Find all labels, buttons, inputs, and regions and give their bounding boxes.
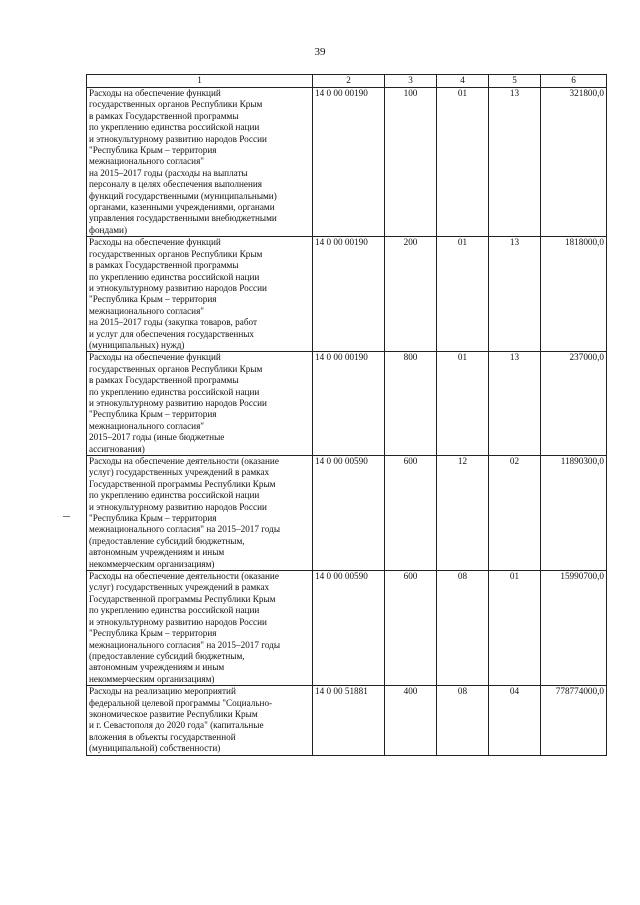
expense-type-code: 800 bbox=[385, 352, 437, 456]
budget-table bbox=[86, 74, 607, 756]
amount: 15990700,0 bbox=[541, 571, 607, 686]
row-description: Расходы на обеспечение деятельности (оказание услуг) государственных учреждений в рамках Государственной программы Республики Крым по укреплению единства российской нации и этнокультурному развитию народов России "Республика Крым – территория межнационального согласия" на 2015–2017 годы (предоставление субсидий бюджетным, автономным учреждениям и иным некоммерческим организациям) bbox=[87, 456, 313, 571]
margin-mark bbox=[63, 516, 70, 517]
section-code: 08 bbox=[437, 571, 489, 686]
section-code: 08 bbox=[437, 686, 489, 755]
table-row bbox=[87, 456, 607, 571]
subsection-code: 04 bbox=[489, 686, 541, 755]
row-description: Расходы на обеспечение функций государственных органов Республики Крым в рамках Государственной программы по укреплению единства российской нации и этнокультурному развитию народов России "Республика Крым – территория межнационального согласия" на 2015–2017 годы (закупка товаров, работ и услуг для обеспечения государственных (муниципальных) нужд) bbox=[87, 237, 313, 352]
amount: 778774000,0 bbox=[541, 686, 607, 755]
expense-type-code: 600 bbox=[385, 456, 437, 571]
subsection-code: 13 bbox=[489, 88, 541, 237]
column-header: 1 bbox=[87, 75, 313, 88]
page-number: 39 bbox=[314, 46, 326, 58]
subsection-code: 01 bbox=[489, 571, 541, 686]
amount: 321800,0 bbox=[541, 88, 607, 237]
target-item-code: 14 0 00 00190 bbox=[313, 352, 385, 456]
row-description: Расходы на реализацию мероприятий федеральной целевой программы "Социально- экономическое развитие Республики Крым и г. Севастополя до 2020 года" (капитальные вложения в объекты государственной (муниципальной) собственности) bbox=[87, 686, 313, 755]
row-description: Расходы на обеспечение деятельности (оказание услуг) государственных учреждений в рамках Государственной программы Республики Крым по укреплению единства российской нации и этнокультурному развитию народов России "Республика Крым – территория межнационального согласия" на 2015–2017 годы (предоставление субсидий бюджетным, автономным учреждениям и иным некоммерческим организациям) bbox=[87, 571, 313, 686]
expense-type-code: 400 bbox=[385, 686, 437, 755]
column-header: 6 bbox=[541, 75, 607, 88]
expense-type-code: 600 bbox=[385, 571, 437, 686]
section-code: 01 bbox=[437, 352, 489, 456]
target-item-code: 14 0 00 00590 bbox=[313, 456, 385, 571]
expense-type-code: 100 bbox=[385, 88, 437, 237]
column-header: 5 bbox=[489, 75, 541, 88]
table-row bbox=[87, 237, 607, 352]
section-code: 01 bbox=[437, 237, 489, 352]
amount: 11890300,0 bbox=[541, 456, 607, 571]
section-code: 01 bbox=[437, 88, 489, 237]
column-header: 2 bbox=[313, 75, 385, 88]
subsection-code: 13 bbox=[489, 352, 541, 456]
table-row bbox=[87, 686, 607, 755]
subsection-code: 13 bbox=[489, 237, 541, 352]
target-item-code: 14 0 00 51881 bbox=[313, 686, 385, 755]
target-item-code: 14 0 00 00590 bbox=[313, 571, 385, 686]
table-row bbox=[87, 571, 607, 686]
target-item-code: 14 0 00 00190 bbox=[313, 88, 385, 237]
row-description: Расходы на обеспечение функций государственных органов Республики Крым в рамках Государственной программы по укреплению единства российской нации и этнокультурному развитию народов России "Республика Крым – территория межнационального согласия" на 2015–2017 годы (расходы на выплаты персоналу в целях обеспечения выполнения функций государственными (муниципальными) органами, казенными учреждениями, органами управления государственными внебюджетными фондами) bbox=[87, 88, 313, 237]
amount: 1818000,0 bbox=[541, 237, 607, 352]
amount: 237000,0 bbox=[541, 352, 607, 456]
table-header-row bbox=[87, 75, 607, 88]
expense-type-code: 200 bbox=[385, 237, 437, 352]
subsection-code: 02 bbox=[489, 456, 541, 571]
column-header: 4 bbox=[437, 75, 489, 88]
row-description: Расходы на обеспечение функций государственных органов Республики Крым в рамках Государственной программы по укреплению единства российской нации и этнокультурному развитию народов России "Республика Крым – территория межнационального согласия" 2015–2017 годы (иные бюджетные ассигнования) bbox=[87, 352, 313, 456]
section-code: 12 bbox=[437, 456, 489, 571]
table-row bbox=[87, 88, 607, 237]
table-row bbox=[87, 352, 607, 456]
target-item-code: 14 0 00 00190 bbox=[313, 237, 385, 352]
column-header: 3 bbox=[385, 75, 437, 88]
